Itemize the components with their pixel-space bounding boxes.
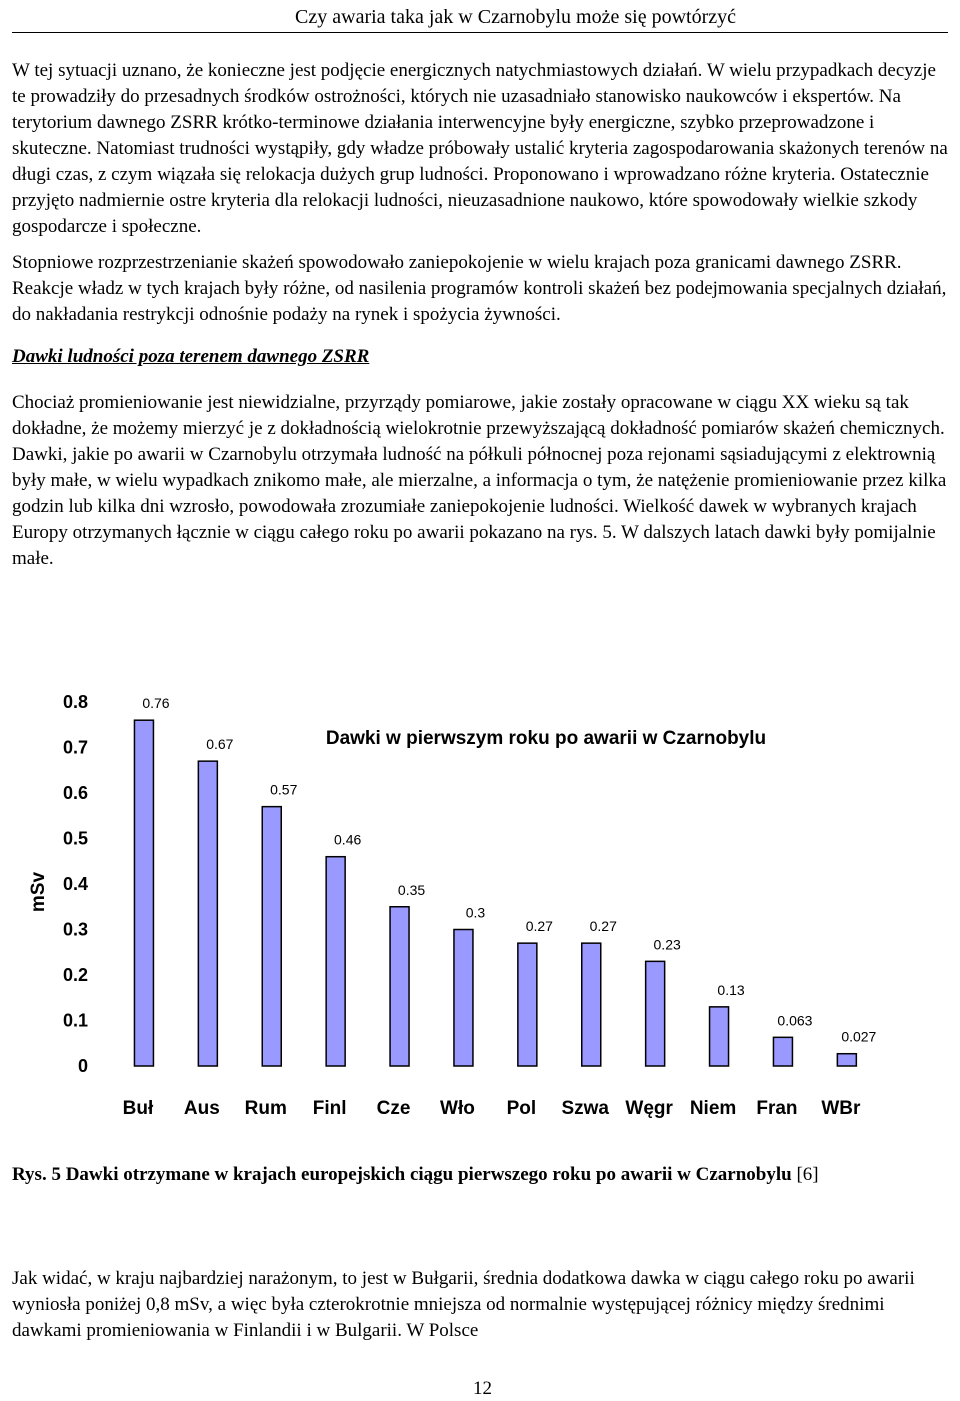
data-label: 0.67: [206, 736, 234, 753]
data-label: 0.13: [717, 981, 745, 998]
y-tick-label: 0.7: [62, 737, 88, 758]
y-tick-label: 0.5: [62, 828, 88, 849]
paragraph-1: W tej sytuacji uznano, że konieczne jest podjęcie energicznych natychmiastowych działań. W wielu przypadkach decyzje te prowadziły do przesadnych środków ostrożności, których nie uzasadniało stanowisko naukowców i ekspertów. Na terytorium dawnego ZSRR krótko-terminowe działania interwencyjne były energiczne, szybko przeprowadzone i skuteczne. Natomiast trudności wystąpiły, gdy władze próbowały ustalić kryteria zagospodarowania skażonych terenów na długi czas, z czym wiązała się relokacja dużych grup ludności. Proponowano i wprowadzano różne kryteria. Ostatecznie przyjęto nadmiernie ostre kryteria dla relokacji ludności, nieuzasadnione naukowo, które spowodowały wielkie szkody gospodarcze i społeczne.: [12, 60, 948, 237]
data-label: 0.35: [397, 881, 426, 898]
x-tick-label: Szwa: [561, 1098, 610, 1119]
bar: [134, 720, 153, 1066]
bar: [837, 1054, 856, 1066]
bar: [454, 930, 473, 1067]
chart-title: Dawki w pierwszym roku po awarii w Czarnobylu: [325, 728, 767, 749]
dose-bar-chart: [20, 690, 880, 1130]
x-tick-label: WBr: [821, 1098, 861, 1119]
x-tick-label: Aus: [183, 1098, 220, 1119]
bar: [773, 1037, 792, 1066]
body-text: [12, 58, 952, 572]
section-heading: Dawki ludności poza terenem dawnego ZSRR: [12, 346, 370, 367]
x-tick-label: Rum: [244, 1098, 287, 1119]
bar: [646, 961, 665, 1066]
data-label: 0.76: [142, 695, 170, 712]
caption-ref: [6]: [796, 1164, 819, 1185]
x-tick-label: Niem: [689, 1098, 737, 1119]
x-tick-label: Węgr: [625, 1098, 673, 1119]
y-tick-label: 0.3: [62, 919, 88, 940]
data-label: 0.23: [653, 936, 681, 953]
figure-caption: [12, 1162, 942, 1188]
bar: [198, 761, 217, 1066]
page-header: [12, 4, 948, 33]
y-tick-label: 0.6: [62, 783, 88, 803]
body-text-after: [12, 1266, 952, 1344]
y-tick-label: 0.1: [62, 1010, 88, 1031]
x-tick-label: Buł: [122, 1098, 154, 1119]
bar: [326, 857, 345, 1066]
data-label: 0.3: [465, 904, 486, 921]
x-tick-label: Fran: [756, 1098, 798, 1119]
paragraph-2: Stopniowe rozprzestrzenianie skażeń spowodowało zaniepokojenie w wielu krajach poza granicami dawnego ZSRR. Reakcje władz w tych krajach były różne, od nasilenia programów kontroli skażeń bez podejmowania specjalnych działań, do nakładania restrykcji odnośnie podaży na rynek i spożycia żywności.: [12, 252, 947, 325]
data-label: 0.57: [270, 781, 298, 798]
bar: [390, 907, 409, 1066]
y-tick-label: 0.8: [62, 692, 88, 712]
page-number: 12: [473, 1378, 492, 1399]
header-title: Czy awaria taka jak w Czarnobylu może się powtórzyć: [295, 6, 736, 28]
y-tick-label: 0: [77, 1056, 88, 1076]
bar: [518, 943, 537, 1066]
bar: [262, 807, 281, 1066]
y-tick-label: 0.4: [62, 874, 88, 894]
x-tick-label: Cze: [376, 1098, 411, 1119]
data-label: 0.063: [777, 1012, 813, 1029]
y-tick-label: 0.2: [62, 965, 88, 985]
paragraph-4: Jak widać, w kraju najbardziej narażonym, to jest w Bułgarii, średnia dodatkowa dawka w ciągu całego roku po awarii wyniosła poniżej 0,8 mSv, a więc była czterokrotnie mniejsza od normalnie występującej różnicy między średnimi dawkami promieniowania w Finlandii i w Bulgarii. W Polsce: [12, 1268, 915, 1341]
caption-text: Rys. 5 Dawki otrzymane w krajach europejskich ciągu pierwszego roku po awarii w Czarnobylu: [12, 1164, 792, 1185]
paragraph-3: Chociaż promieniowanie jest niewidzialne, przyrządy pomiarowe, jakie zostały opracowane w ciągu XX wieku są tak dokładne, że możemy mierzyć je z dokładnością wielokrotnie przewyższającą dokładność pomiarów skażeń chemicznych. Dawki, jakie po awarii w Czarnobylu otrzymała ludność na półkuli północnej poza rejonami sąsiadującymi z elektrownią były małe, w wielu wypadkach znikomo małe, ale mierzalne, a informacja o tym, że natężenie promieniowanie przez kilka godzin lub kilka dni wzrosło, powodowała zrozumiałe zaniepokojenie ludności. Wielkość dawek w wybranych krajach Europy otrzymanych łącznie w ciągu całego roku po awarii pokazano na rys. 5. W dalszych latach dawki były pomijalnie małe.: [12, 392, 947, 569]
data-label: 0.27: [589, 918, 617, 935]
bar: [710, 1007, 729, 1066]
x-tick-label: Pol: [506, 1098, 537, 1119]
x-tick-label: Finl: [312, 1098, 347, 1119]
bar: [582, 943, 601, 1066]
x-tick-label: Wło: [440, 1098, 475, 1119]
y-axis-label: mSv: [28, 871, 49, 913]
data-label: 0.46: [334, 831, 362, 848]
data-label: 0.27: [525, 918, 553, 935]
data-label: 0.027: [841, 1028, 877, 1045]
